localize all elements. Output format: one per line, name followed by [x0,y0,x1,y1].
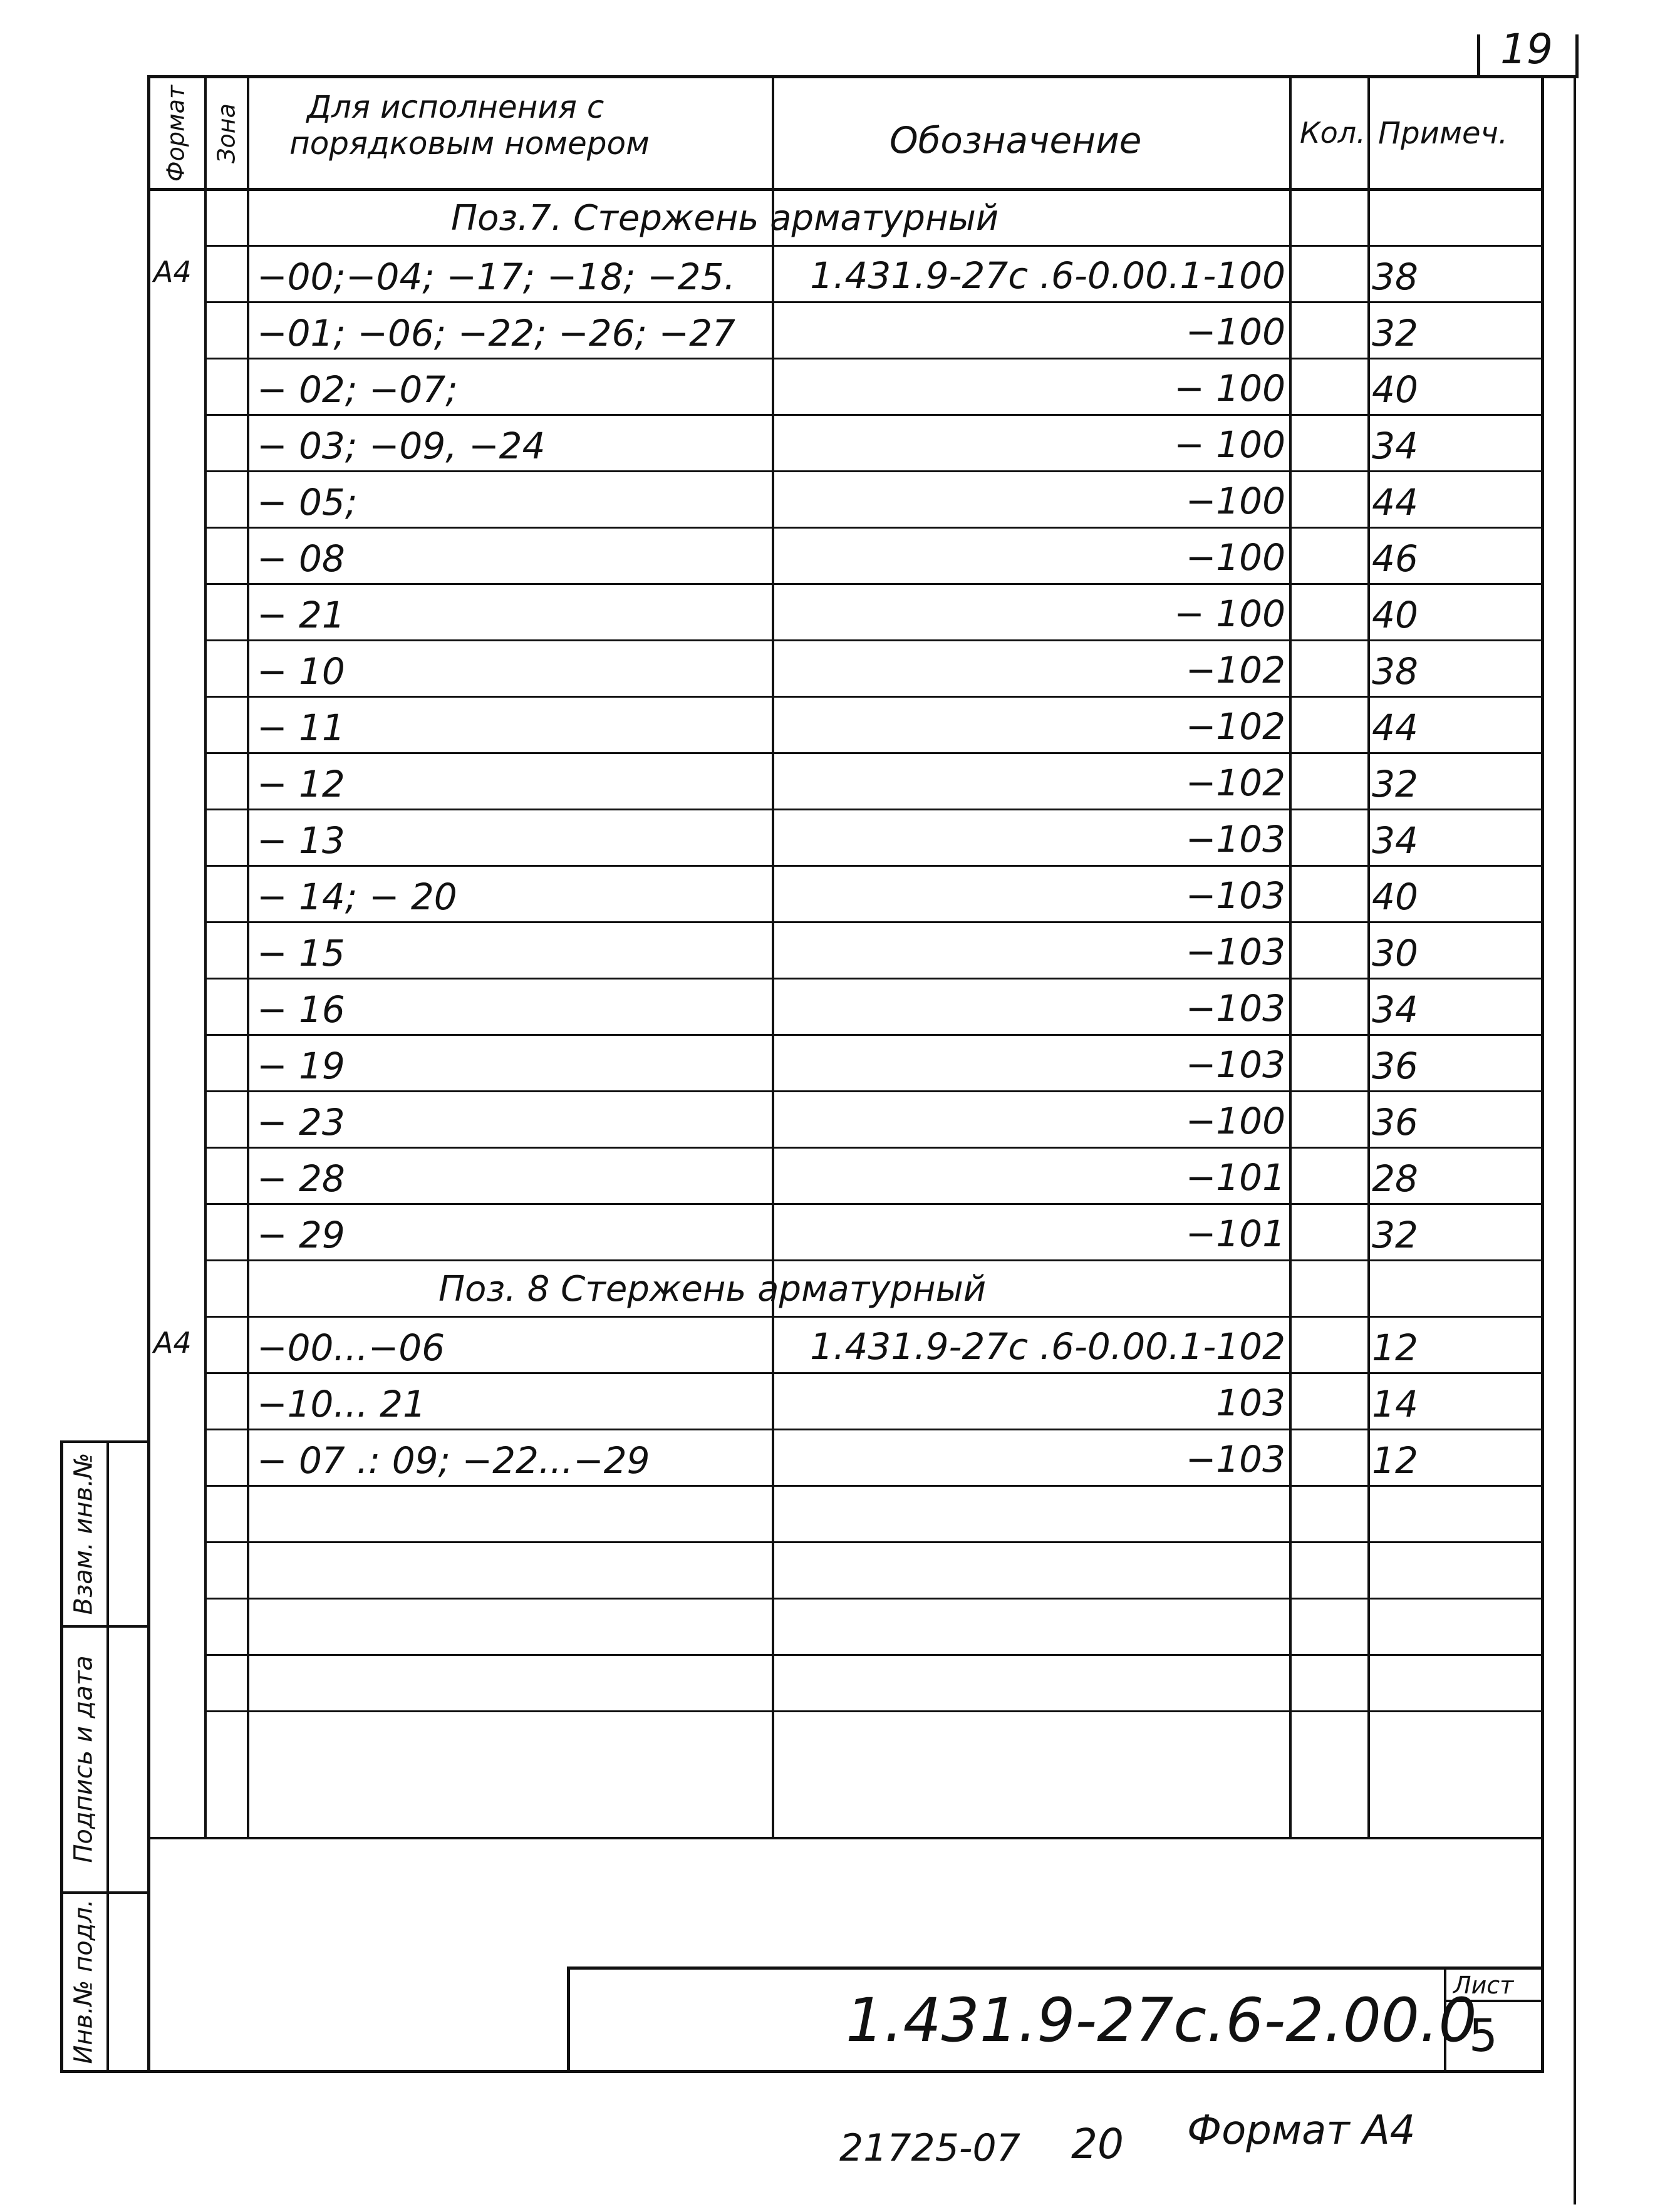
row-execution: − 23 [257,1101,345,1144]
row-designation: −101 [1185,1212,1285,1255]
row-divider [207,1316,1541,1318]
row-qty: 34 [1372,425,1418,467]
row-divider [207,358,1541,359]
row-designation: −100 [1185,1100,1285,1142]
row-divider [207,1372,1541,1374]
row-execution: − 05; [257,481,358,524]
col-divider-format [204,75,207,1838]
row-divider [207,1034,1541,1036]
row-divider [207,978,1541,979]
stamp-signature-date: Подпись и дата [69,1655,98,1863]
row-execution: − 11 [257,706,345,749]
header-qty: Кол. [1300,116,1366,150]
title-sheet-number: 5 [1469,2009,1498,2062]
row-execution: − 14; − 20 [257,876,457,918]
row-divider [207,245,1541,247]
col-divider-exec [772,75,774,1838]
col-divider-qty [1367,75,1370,1838]
row-execution: −10... 21 [257,1383,426,1425]
row-designation: − 100 [1174,592,1285,635]
row-execution: − 29 [257,1214,345,1256]
row-divider [207,1541,1541,1543]
row-designation: −103 [1185,1438,1285,1481]
row-designation: −103 [1185,931,1285,973]
title-doc-code: 1.431.9-27с.6-2.00.0 [846,1985,1477,2055]
row-divider [207,414,1541,416]
row-qty: 32 [1372,1214,1418,1256]
row-divider [207,1259,1541,1261]
header-format: Формат [162,85,190,182]
stamp-inv-no-podl: Инв.№ подл. [69,1899,98,2064]
row-format: А4 [153,1326,192,1360]
row-designation: −103 [1185,818,1285,861]
row-qty: 40 [1372,594,1418,636]
frame-top [147,75,1577,78]
row-divider [207,1485,1541,1487]
row-designation: 1.431.9-27с .6-0.00.1-102 [810,1325,1285,1368]
frame-right [1541,75,1544,2073]
stamp-bottom [60,2070,149,2073]
row-qty: 30 [1372,932,1418,974]
frame-left [147,75,150,2073]
stamp-signature-cell [63,1628,106,1891]
row-qty: 36 [1372,1101,1418,1144]
header-bottom-line [147,188,1544,191]
row-designation: −103 [1185,874,1285,917]
row-execution: − 15 [257,932,345,974]
footer-format-label: Формат А4 [1187,2107,1416,2154]
section-title: Поз. 8 Стержень арматурный [438,1269,987,1310]
header-exec-line1: Для исполнения с [307,89,604,125]
row-designation: −100 [1185,311,1285,353]
row-execution: − 13 [257,819,345,862]
row-execution: − 02; −07; [257,368,458,411]
row-execution: − 16 [257,988,345,1031]
row-qty: 34 [1372,819,1418,862]
title-sheet-label: Лист [1453,1972,1514,1999]
stamp-vzam-cell [63,1443,106,1625]
page-number: 19 [1500,25,1553,73]
row-divider [207,470,1541,472]
stamp-vzam-inv-no: Взам. инв.№ [69,1452,98,1615]
title-block-left [567,1967,570,2073]
row-qty: 34 [1372,988,1418,1031]
row-qty: 40 [1372,368,1418,411]
row-format: А4 [153,255,192,289]
row-divider [207,527,1541,529]
row-execution: − 08 [257,537,345,580]
row-divider [207,696,1541,698]
header-exec-line2: порядковым номером [289,125,650,162]
row-qty: 32 [1372,312,1418,354]
header-zone: Зона [212,103,241,163]
col-divider-desig [1289,75,1292,1838]
page-number-bracket-right [1575,34,1579,78]
row-execution: − 19 [257,1045,345,1087]
row-execution: −00;−04; −17; −18; −25. [257,256,735,298]
row-execution: − 28 [257,1157,345,1200]
row-execution: − 12 [257,763,345,805]
row-execution: − 03; −09, −24 [257,425,546,467]
row-qty: 12 [1372,1326,1418,1369]
row-designation: −103 [1185,1043,1285,1086]
row-divider [207,921,1541,923]
right-border-line [1574,75,1576,2204]
row-qty: 38 [1372,256,1418,298]
row-execution: − 10 [257,650,345,693]
footer-archive-no: 21725-07 [839,2126,1020,2170]
row-designation: −102 [1185,705,1285,748]
title-block-top [567,1967,1544,1970]
row-designation: −100 [1185,480,1285,522]
row-qty: 40 [1372,876,1418,918]
row-qty: 14 [1372,1383,1418,1425]
row-qty: 46 [1372,537,1418,580]
row-divider [207,639,1541,641]
header-note: Примеч. [1378,116,1508,151]
row-execution: − 07 .: 09; −22...−29 [257,1439,650,1482]
row-divider [207,865,1541,867]
row-execution: −01; −06; −22; −26; −27 [257,312,735,354]
row-execution: −00...−06 [257,1326,445,1369]
row-designation: −102 [1185,762,1285,804]
row-qty: 44 [1372,706,1418,749]
row-qty: 36 [1372,1045,1418,1087]
col-divider-zone [247,75,249,1838]
row-divider [207,1090,1541,1092]
row-divider [207,1203,1541,1205]
row-divider [207,1598,1541,1600]
row-qty: 32 [1372,763,1418,805]
row-divider [207,752,1541,754]
row-designation: − 100 [1174,367,1285,410]
stamp-inner-divider [106,1440,109,2073]
row-divider [207,1429,1541,1430]
table-bottom-line [147,1837,1544,1839]
row-qty: 44 [1372,481,1418,524]
row-divider [207,301,1541,303]
row-designation: −102 [1185,649,1285,691]
row-qty: 38 [1372,650,1418,693]
row-designation: 1.431.9-27с .6-0.00.1-100 [810,254,1285,297]
row-designation: −103 [1185,987,1285,1030]
section-title: Поз.7. Стержень арматурный [451,198,999,239]
row-divider [207,809,1541,810]
header-designation: Обозначение [890,119,1142,162]
page-number-bracket-left [1477,34,1480,78]
frame-bottom [147,2070,1544,2073]
row-designation: 103 [1216,1382,1285,1424]
header-zone-cell [207,78,247,188]
header-format-cell [149,78,204,188]
row-divider [207,1710,1541,1712]
stamp-inv-podl-cell [63,1894,106,2070]
row-divider [207,1654,1541,1656]
row-qty: 28 [1372,1157,1418,1200]
row-divider [207,1147,1541,1149]
row-designation: −100 [1185,536,1285,579]
row-designation: −101 [1185,1156,1285,1199]
row-qty: 12 [1372,1439,1418,1482]
footer-index: 20 [1071,2120,1124,2168]
row-designation: − 100 [1174,423,1285,466]
row-execution: − 21 [257,594,345,636]
row-divider [207,583,1541,585]
